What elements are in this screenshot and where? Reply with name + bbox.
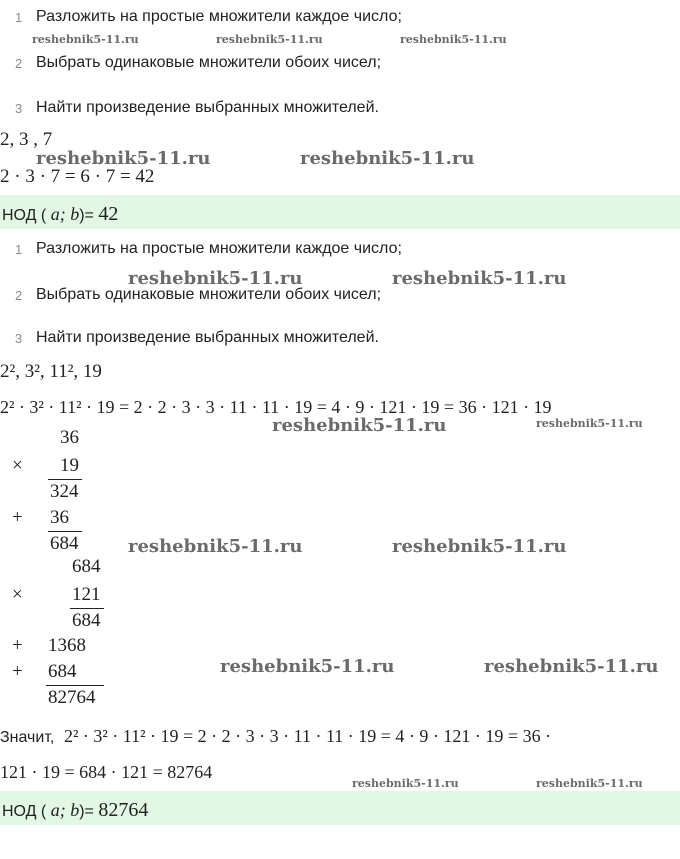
partial-product: 36: [50, 507, 69, 528]
mult-operand: 121: [72, 584, 101, 605]
step-number: 2: [15, 288, 23, 303]
watermark: reshebnik5-11.ru: [536, 777, 643, 790]
step-number: 1: [15, 10, 23, 25]
answer-value: 42: [98, 203, 119, 225]
step-number: 1: [15, 242, 23, 257]
partial-product: 684: [72, 610, 101, 631]
watermark: reshebnik5-11.ru: [400, 33, 507, 46]
times-sign: ×: [12, 455, 23, 476]
conclusion-line: 121 · 19 = 684 · 121 = 82764: [0, 762, 213, 782]
mult-result: 684: [50, 533, 79, 554]
watermark: reshebnik5-11.ru: [128, 536, 303, 557]
step-number: 3: [15, 331, 23, 346]
answer-label: НОД ( a; b)= 42: [2, 203, 119, 225]
watermark: reshebnik5-11.ru: [300, 148, 475, 169]
watermark: reshebnik5-11.ru: [352, 777, 459, 790]
step-text: Найти произведение выбранных множителей.: [36, 99, 379, 116]
conclusion-label: Значит,: [0, 729, 55, 746]
watermark: reshebnik5-11.ru: [272, 415, 447, 436]
watermark: reshebnik5-11.ru: [36, 148, 211, 169]
watermark: reshebnik5-11.ru: [128, 268, 303, 289]
watermark: reshebnik5-11.ru: [392, 536, 567, 557]
plus-sign: +: [12, 507, 23, 528]
watermark: reshebnik5-11.ru: [220, 656, 395, 677]
watermark: reshebnik5-11.ru: [484, 656, 659, 677]
answer-bar: [0, 195, 680, 229]
watermark: reshebnik5-11.ru: [32, 33, 139, 46]
step-text: Разложить на простые множители каждое число;: [36, 8, 402, 25]
step-number: 3: [15, 101, 23, 116]
answer-value: 82764: [98, 799, 149, 821]
times-sign: ×: [12, 584, 23, 605]
product-line: 2² · 3² · 11² · 19 = 2 · 2 · 3 · 3 · 11 · 11 · 19 = 4 · 9 · 121 · 19 = 36 · 121 · 19: [0, 397, 552, 417]
plus-sign: +: [12, 661, 23, 682]
step-text: Разложить на простые множители каждое число;: [36, 240, 402, 257]
factors-line: 2, 3 , 7: [0, 129, 53, 150]
answer-label: НОД ( a; b)= 82764: [2, 799, 149, 821]
mult-result: 82764: [48, 687, 96, 708]
watermark: reshebnik5-11.ru: [392, 268, 567, 289]
step-number: 2: [15, 56, 23, 71]
factors-line: 2², 3², 11², 19: [0, 361, 102, 382]
rule-line: [48, 531, 82, 532]
step-text: Выбрать одинаковые множители обоих чисел;: [36, 54, 382, 71]
rule-line: [70, 608, 104, 609]
rule-line: [46, 685, 104, 686]
mult-operand: 684: [72, 556, 101, 577]
watermark: reshebnik5-11.ru: [536, 417, 643, 430]
partial-product: 324: [50, 481, 79, 502]
step-text: Найти произведение выбранных множителей.: [36, 329, 379, 346]
conclusion-line: 2² · 3² · 11² · 19 = 2 · 2 · 3 · 3 · 11 · 11 · 19 = 4 · 9 · 121 · 19 = 36 ·: [64, 726, 552, 746]
mult-operand: 19: [60, 455, 79, 476]
plus-sign: +: [12, 635, 23, 656]
product-line: 2 · 3 · 7 = 6 · 7 = 42: [0, 166, 155, 187]
answer-bar: [0, 791, 680, 825]
partial-product: 684: [48, 661, 77, 682]
step-text: Выбрать одинаковые множители обоих чисел;: [36, 286, 382, 303]
watermark: reshebnik5-11.ru: [216, 33, 323, 46]
mult-operand: 36: [60, 427, 79, 448]
partial-product: 1368: [48, 635, 86, 656]
rule-line: [48, 479, 82, 480]
